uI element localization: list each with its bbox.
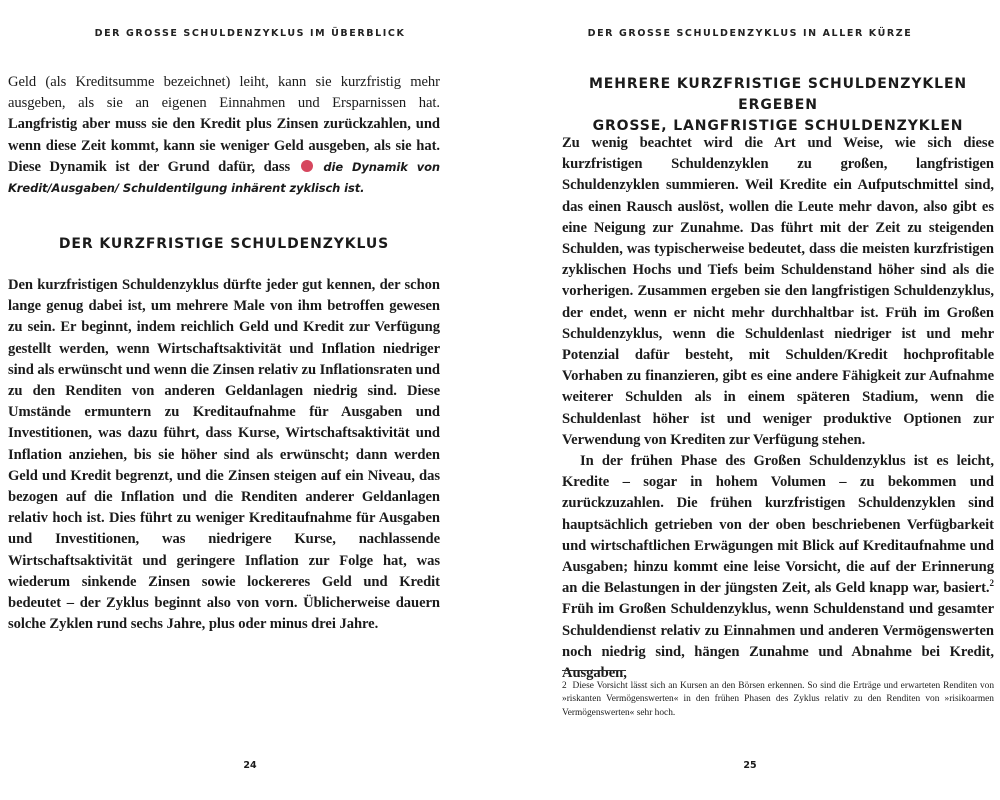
section-heading-short-cycle: DER KURZFRISTIGE SCHULDENZYKLUS bbox=[58, 236, 390, 252]
paragraph-2-part-a: In der frühen Phase des Großen Schuldenzyklus ist es leicht, Kredite – sogar in hohem Volumen – zu bekommen und zurückzuzahlen. Die frühen kurzfristigen Schuldenzyklen sind hauptsächlich getrieben von der oben beschriebenen Verfügbarkeit und wirtschaftlichen Erwägungen mit Blick auf Kreditaufnahme und Ausgaben; hinzu kommt eine leise Vorsicht, die auf der Erinnerung an die Belastungen in der jüngsten Zeit, als Geld knapp war, basiert. bbox=[562, 453, 994, 597]
paragraph-2-part-b: Früh im Großen Schuldenzyklus, wenn Schuldenstand und gesamter Schuldendienst relativ zu Einnahmen und anderen Vermögenswerten noch niedrig sind, hängen Zunahme und Abnahme bei Kredit, Ausgaben, bbox=[562, 601, 994, 682]
intro-text-bold: Langfristig aber muss sie den Kredit plus Zinsen zurückzahlen, und wenn diese Zeit kommt, kann sie weniger Geld ausgeben, als sie hat. Diese Dynamik ist der Grund dafür, dass bbox=[8, 116, 440, 175]
page-number-right: 25 bbox=[743, 760, 757, 771]
footnote-text: Diese Vorsicht lässt sich an Kursen an den Börsen erkennen. So sind die Erträge und erwarteten Renditen von »riskanten Vermögenswerten« in den frühen Phasen des Zyklus relativ zu den Renditen von »risikoarmen Vermögenswerten« sehr hoch. bbox=[562, 681, 995, 718]
footnote-number: 2 bbox=[562, 681, 567, 691]
short-cycle-paragraph: Den kurzfristigen Schuldenzyklus dürfte jeder gut kennen, der schon lange genug dabei ist, um mehrere Male von ihm betroffen gewesen zu sein. Er beginnt, indem reichlich Geld und Kredit zur Verfügung gestellt werden, wenn Wirtschaftsaktivität und Inflation niedriger sind als erwünscht und wenn die Zinsen relativ zu Inflationsraten und zu den Renditen von anderen Geldanlagen niedrig sind. Diese Umstände ermuntern zu Kreditaufnahme für Ausgaben und Investitionen, was dazu führt, dass Kurse, Wirtschaftsaktivität und Inflation anziehen, bis sie höher sind als erwünscht; dann werden Geld und Kredit begrenzt, und die Zinsen steigen auf ein Niveau, das bezogen auf die Inflation und die Renditen anderer Geldanlagen relativ hoch ist. Dies führt zu weniger Kreditaufnahme für Ausgaben und Investitionen, was niedrigere Kurse, nachlassende Wirtschaftsaktivität und geringere Inflation zur Folge hat, was wiederum sinkende Zinsen sowie lockereres Geld und Kredit bedeutet – der Zyklus beginnt also von vorn. Üblicherweise dauern solche Zyklen rund sechs Jahre, plus oder minus drei Jahre. bbox=[8, 277, 440, 633]
footnote bbox=[562, 680, 994, 720]
long-cycle-text bbox=[562, 133, 994, 684]
long-cycle-paragraph-2 bbox=[562, 451, 994, 684]
running-head-left: DER GROSSE SCHULDENZYKLUS IM ÜBERBLICK bbox=[94, 28, 406, 39]
footnote-reference[interactable]: 2 bbox=[989, 578, 994, 589]
page-number-left: 24 bbox=[243, 760, 257, 771]
running-head-right: DER GROSSE SCHULDENZYKLUS IN ALLER KÜRZE bbox=[587, 28, 913, 39]
right-page bbox=[500, 0, 1000, 800]
long-cycle-paragraph-1: Zu wenig beachtet wird die Art und Weise, wie sich diese kurzfristigen Schuldenzyklen zu großen, langfristigen Schuldenzyklen summieren. Weil Kredite ein Aufputschmittel sind, das einen Rausch auslöst, wollen die Leute mehr davon, also gibt es eine Neigung zur Zunahme. Das führt mit der Zeit zu steigenden Schulden, was typischerweise bedeutet, dass die meisten kurzfristigen zyklischen Hochs und Tiefs beim Schuldenstand höher sind als die vorherigen. Zusammen ergeben sie den langfristigen Schuldenzyklus, der endet, wenn er nicht mehr durchhaltbar ist. Früh im Großen Schuldenzyklus, wenn die Schuldenlast niedriger ist und mehr Potenzial dafür besteht, mit Schulden/Kredit hochprofitable Vorhaben zu finanzieren, gibt es eine andere Fähigkeit zur Aufnahme weiterer Schulden als in einem späteren Stadium, wenn die Schuldenlast höher ist und weniger produktive Optionen zur Verwendung von Krediten zur Verfügung stehen. bbox=[562, 135, 994, 448]
intro-paragraph bbox=[8, 72, 440, 199]
highlight-marker-icon bbox=[301, 160, 313, 172]
section-heading-long-cycle bbox=[562, 74, 994, 137]
intro-text-regular: Geld (als Kreditsumme bezeichnet) leiht, kann sie kurzfristig mehr ausgeben, als sie an eigenen Einnahmen und Ersparnissen hat. bbox=[8, 74, 440, 112]
section-heading-line1: MEHRERE KURZFRISTIGE SCHULDENZYKLEN ERGEBEN bbox=[588, 76, 968, 113]
section-heading-line2: GROSSE, LANGFRISTIGE SCHULDENZYKLEN bbox=[592, 118, 964, 134]
highlight-text: die Dynamik von Kredit/Ausgaben/ Schuldentilgung inhärent zyklisch ist. bbox=[8, 159, 440, 196]
footnote-divider bbox=[562, 670, 626, 671]
